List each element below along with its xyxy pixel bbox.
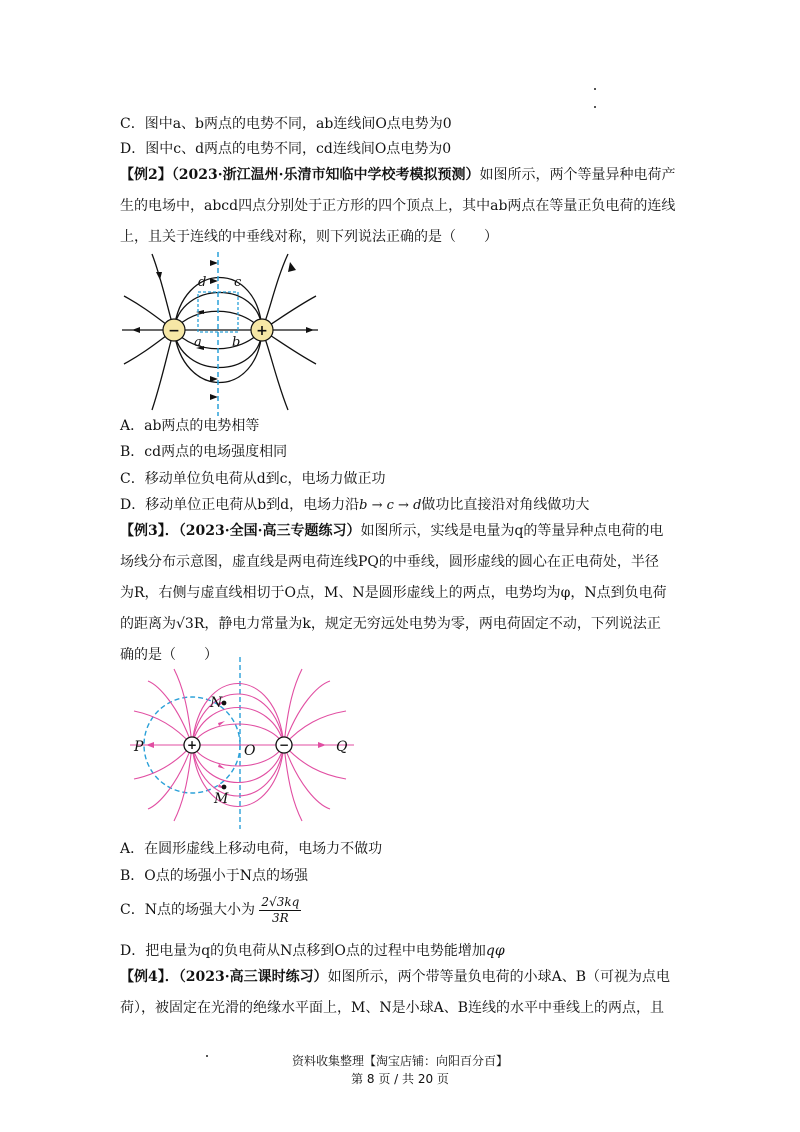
example-3-label: 【例3】．	[120, 523, 179, 539]
example-2-option-d: D．移动单位正电荷从b到d，电场力沿b → c → d做功比直接沿对角线做功大	[120, 497, 590, 513]
example-3-line-5: 确的是（ ）	[120, 647, 218, 663]
example-2-stem	[120, 160, 682, 253]
corner-mark	[594, 106, 596, 108]
prev-option-c: C．图中a、b两点的电势不同，ab连线间O点电势为0	[120, 116, 452, 132]
example-4-source: （2023·高三课时练习）	[178, 969, 328, 985]
example-3-option-c: C．N点的场强大小为 $\frac{2√3kq}{3R}$	[120, 894, 300, 925]
label-Q: Q	[336, 739, 348, 755]
label-P: P	[134, 739, 144, 755]
path-b-c-d: b → c → d	[359, 498, 422, 513]
figure-dipole-field-lines	[120, 250, 320, 418]
example-3-line-3: 为R，右侧与虚直线相切于O点，M、N是圆形虚线上的两点，电势均为φ，N点到负电荷	[120, 585, 667, 601]
energy-q-phi: qφ	[485, 943, 505, 959]
example-4-line-2: 荷），被固定在光滑的绝缘水平面上，M、N是小球A、B连线的水平中垂线上的两点，且	[120, 1000, 664, 1016]
example-2-label: 【例2】	[120, 167, 172, 183]
example-4-stem	[120, 962, 682, 1024]
example-2-line-3: 上，且关于连线的中垂线对称，则下列说法正确的是（ ）	[120, 229, 498, 245]
footer-shop-line: 资料收集整理【淘宝店铺：向阳百分百】	[291, 1054, 508, 1068]
example-3-option-d: D．把电量为q的负电荷从N点移到O点的过程中电势能增加qφ	[120, 943, 505, 959]
label-c: c	[234, 275, 242, 290]
positive-charge-sign: +	[256, 323, 268, 339]
negative-charge-sign-2: −	[278, 738, 290, 752]
label-a: a	[194, 335, 202, 350]
label-d: d	[198, 275, 207, 290]
footer-page-number: 第 8 页 / 共 20 页	[351, 1072, 449, 1086]
example-2-line-1: 【例2】（2023·浙江温州·乐清市知临中学校考模拟预测）如图所示，两个等量异种电荷产	[120, 167, 676, 183]
label-N: N	[210, 695, 223, 711]
example-3-line-1: 【例3】．（2023·全国·高三专题练习）如图所示，实线是电量为q的等量异种点电荷的电	[120, 523, 664, 539]
example-2-source: （2023·浙江温州·乐清市知临中学校考模拟预测）	[171, 167, 480, 183]
fraction-field-strength: $\frac{2√3kq}{3R}$	[261, 894, 300, 925]
example-3-line-2: 场线分布示意图，虚直线是两电荷连线PQ的中垂线，圆形虚线的圆心在正电荷处，半径	[120, 554, 659, 570]
example-2-line-2: 生的电场中，abcd四点分别处于正方形的四个顶点上，其中ab两点在等量正负电荷的连线	[120, 198, 676, 214]
corner-mark	[594, 88, 596, 90]
example-3-line-4: 的距离为√3R，静电力常量为k，规定无穷远处电势为零，两电荷固定不动，下列说法正	[120, 616, 661, 632]
example-4-label: 【例4】．	[120, 969, 179, 985]
example-2-option-b: B．cd两点的电场强度相同	[120, 444, 288, 460]
negative-charge-sign: −	[168, 323, 180, 339]
positive-charge-sign-2: +	[186, 738, 198, 752]
prev-option-d: D．图中c、d两点的电势不同，cd连线间O点电势为0	[120, 141, 452, 157]
example-3-option-a: A．在圆形虚线上移动电荷，电场力不做功	[120, 841, 383, 857]
label-O: O	[244, 743, 256, 759]
example-3-option-b: B．O点的场强小于N点的场强	[120, 868, 309, 884]
example-3-stem	[120, 516, 682, 671]
label-b: b	[232, 335, 241, 350]
example-2-option-c: C．移动单位负电荷从d到c，电场力做正功	[120, 471, 386, 487]
example-3-source: （2023·全国·高三专题练习）	[178, 523, 361, 539]
example-2-option-a: A．ab两点的电势相等	[120, 418, 260, 434]
example-4-line-1: 【例4】．（2023·高三课时练习）如图所示，两个带等量负电荷的小球A、B（可视为点电	[120, 969, 670, 985]
figure-pink-field-lines	[118, 655, 366, 831]
label-M: M	[214, 791, 229, 807]
